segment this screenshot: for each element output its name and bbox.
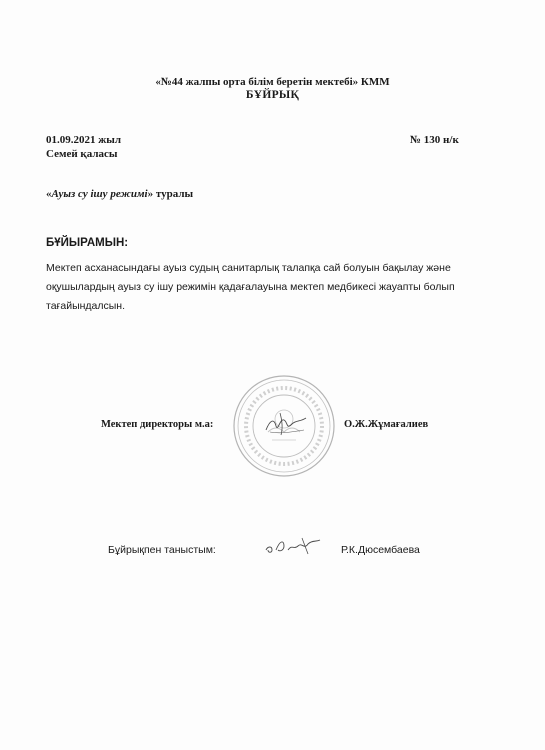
acknowledgement-signature-icon (262, 534, 328, 558)
director-position: Мектеп директоры м.а: (101, 419, 214, 430)
document-city: Семей қаласы (46, 148, 118, 160)
document-date: 01.09.2021 жыл (46, 134, 121, 146)
document-number: № 130 н/к (410, 134, 459, 146)
subject-topic: Ауыз су ішу режимі (51, 188, 148, 200)
subject-close: » туралы (147, 188, 194, 200)
document-type-title: БҰЙРЫҚ (245, 89, 300, 101)
subject-open-quote: « (46, 188, 52, 200)
acknowledgement-label: Бұйрықпен таныстым: (108, 544, 216, 556)
director-signature-icon (262, 408, 312, 438)
order-text: Мектеп асханасындағы ауыз судың санитарлық талапқа сай болуын бақылау және оқушылардың ауыз су ішу режимін қадағалауына мектеп медбикесі жауапты болып тағайындалсын. (46, 262, 455, 312)
order-heading: БҰЙЫРАМЫН: (46, 237, 129, 249)
acknowledgement-name: Р.К.Дюсембаева (341, 544, 420, 556)
organization-name: «№44 жалпы орта білім беретін мектебі» КММ (155, 76, 390, 88)
director-name: О.Ж.Жұмағалиев (344, 419, 429, 430)
document-subject (46, 188, 193, 200)
